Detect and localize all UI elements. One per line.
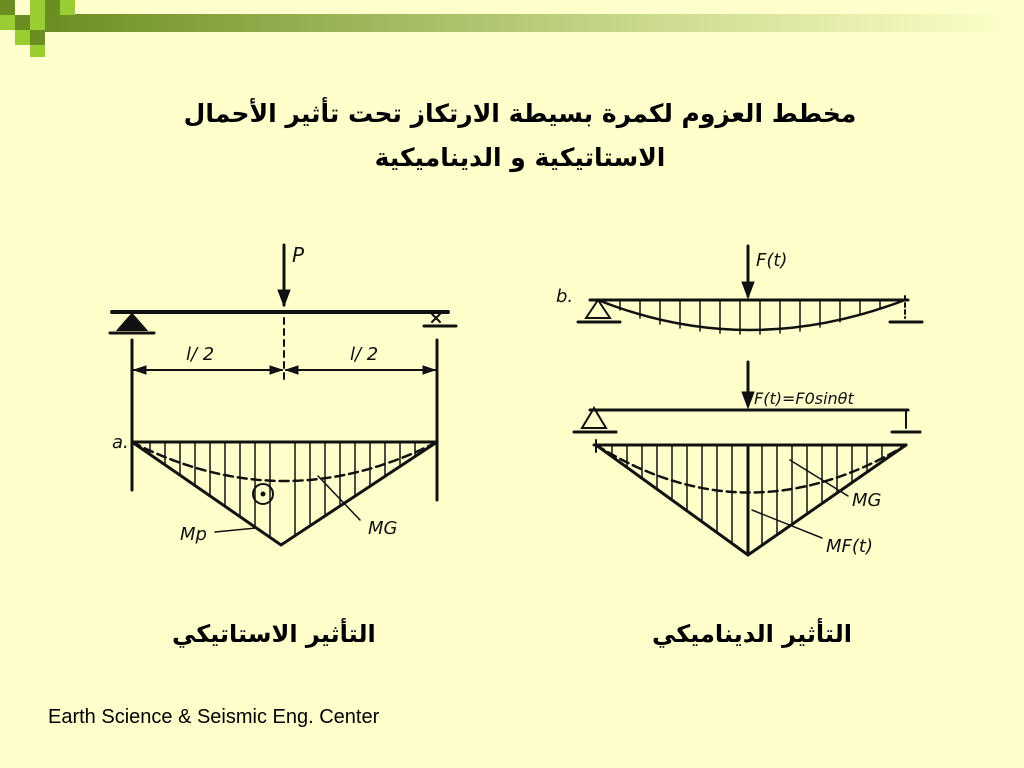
static-tag: a.: [112, 432, 129, 453]
title-line-1: مخطط العزوم لكمرة بسيطة الارتكاز تحت تأثير الأحمال: [183, 99, 857, 128]
caption-dynamic: التأثير الديناميكي: [652, 620, 852, 648]
dynamic-beam-top: [578, 246, 922, 334]
dynamic-tag: b.: [556, 286, 574, 307]
title-line-2: الاستاتيكية و الديناميكية: [374, 143, 666, 172]
dynamic-load-top: F(t): [756, 250, 788, 271]
dynamic-mg-label: MG: [852, 490, 882, 511]
footer-text: Earth Science & Seismic Eng. Center: [48, 706, 380, 728]
static-mg-label: MG: [368, 518, 398, 539]
dynamic-load-bottom: F(t)=F0sinθt: [754, 389, 854, 408]
caption-static: التأثير الاستاتيكي: [172, 620, 376, 648]
dynamic-mft-label: MF(t): [826, 536, 873, 557]
static-beam-diagram: [110, 245, 456, 545]
static-load-label: P: [292, 243, 305, 267]
static-span-left: l/ 2: [186, 344, 215, 365]
dynamic-beam-bottom: [574, 362, 920, 555]
static-mp-label: Mp: [180, 524, 207, 545]
static-span-right: l/ 2: [350, 344, 379, 365]
